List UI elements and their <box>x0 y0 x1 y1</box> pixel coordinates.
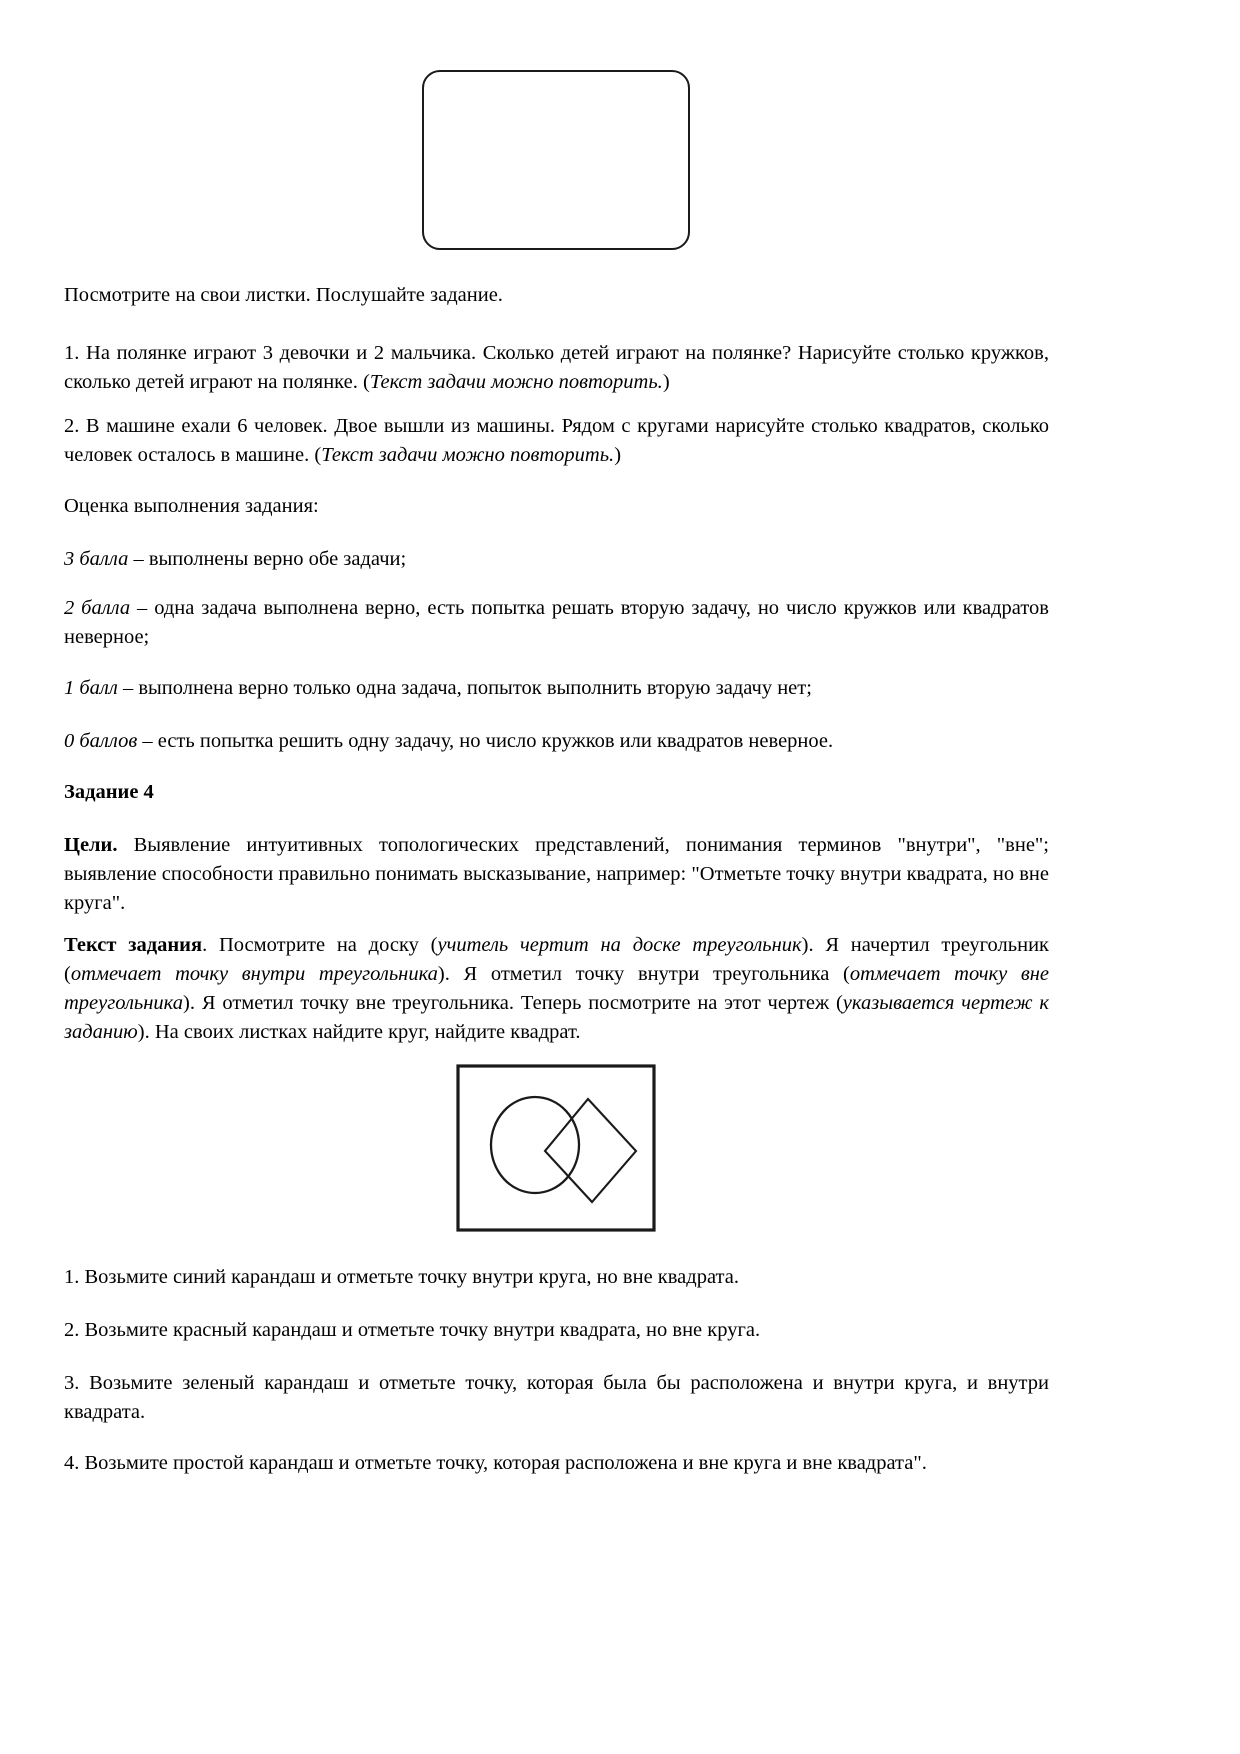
score-level-1-value: 1 балл <box>64 677 118 699</box>
score-level-1-block <box>64 674 1049 703</box>
score-level-3-description: – выполнены верно обе задачи; <box>128 548 407 570</box>
instruction-4-text: Возьмите простой карандаш и отметьте точку, которая расположена и вне круга и вне квадрата". <box>79 1452 927 1474</box>
score-level-0 <box>64 727 1049 756</box>
task-1-number: 1. <box>64 342 80 364</box>
task-4-text-seg3: ). Я отметил точку внутри треугольника ( <box>437 963 850 985</box>
score-level-1 <box>64 674 1049 703</box>
rounded-rectangle-shape <box>422 70 690 250</box>
geometry-diagram-svg <box>455 1063 657 1233</box>
task-4-heading-block <box>64 778 1049 807</box>
task-4-text-italic-4: указывается чертеж к заданию <box>64 992 1049 1043</box>
task-1-text-after: ) <box>662 371 670 393</box>
task-2-text-after: ) <box>614 444 622 466</box>
instruction-2-number: 2. <box>64 1319 80 1341</box>
task-4-text-seg2: ). Я начертил треугольник ( <box>64 934 1049 985</box>
task-4-text-italic-3: отмечает точку вне треугольника <box>64 963 1049 1014</box>
score-level-2 <box>64 594 1049 652</box>
task-4-text-seg5: ). На своих листках найдите круг, найдите квадрат. <box>137 1021 581 1043</box>
instruction-1-number: 1. <box>64 1266 80 1288</box>
task-4-text-label: Текст задания <box>64 934 203 956</box>
task-2-paragraph <box>64 412 1049 470</box>
score-level-1-description: – выполнена верно только одна задача, попыток выполнить вторую задачу нет; <box>117 677 812 699</box>
task-4-goals-label: Цели. <box>64 834 118 856</box>
task-2-block <box>64 412 1049 470</box>
instruction-4-block <box>64 1449 1049 1478</box>
instruction-3-number: 3. <box>64 1372 80 1394</box>
assessment-heading-block <box>64 492 1049 521</box>
instruction-1 <box>64 1263 1049 1292</box>
instruction-2-block <box>64 1316 1049 1345</box>
score-level-0-description: – есть попытка решить одну задачу, но число кружков или квадратов неверное. <box>137 730 834 752</box>
intro-block <box>64 281 1049 310</box>
geometry-diagram-figure <box>455 1063 657 1233</box>
score-level-2-value: 2 балла <box>64 597 131 619</box>
assessment-heading: Оценка выполнения задания: <box>64 495 319 517</box>
task-1-text: На полянке играют 3 девочки и 2 мальчика. Сколько детей играют на полянке? Нарисуйте столько кружков, сколько детей играют на полянке. ( <box>64 342 1049 393</box>
task-1-note: Текст задачи можно повторить. <box>369 371 663 393</box>
instruction-1-text: Возьмите синий карандаш и отметьте точку внутри круга, но вне квадрата. <box>79 1266 739 1288</box>
task-4-text-block <box>64 931 1049 1047</box>
instruction-2 <box>64 1316 1049 1345</box>
task-4-heading: Задание 4 <box>64 781 154 803</box>
score-level-3 <box>64 545 1049 574</box>
instruction-3 <box>64 1369 1049 1427</box>
score-level-0-value: 0 баллов <box>64 730 138 752</box>
task-2-text: В машине ехали 6 человек. Двое вышли из машины. Рядом с кругами нарисуйте столько квадратов, сколько человек осталось в машине. ( <box>64 415 1049 466</box>
instruction-3-block <box>64 1369 1049 1427</box>
square-shape <box>458 1066 654 1230</box>
task-1-paragraph <box>64 339 1049 397</box>
task-4-goals-text: Выявление интуитивных топологических представлений, понимания терминов "внутри", "вне"; выявление способности правильно понимать высказывание, например: "Отметьте точку внутри квадрата, но вне круга". <box>64 834 1049 914</box>
task-1-block <box>64 339 1049 397</box>
instruction-1-block <box>64 1263 1049 1292</box>
score-level-2-block <box>64 594 1049 652</box>
task-2-number: 2. <box>64 415 80 437</box>
task-4-goals-paragraph <box>64 831 1049 918</box>
task-4-text-seg4: ). Я отметил точку вне треугольника. Теперь посмотрите на этот чертеж ( <box>183 992 843 1014</box>
task-4-text-italic-2: отмечает точку внутри треугольника <box>70 963 438 985</box>
score-level-3-block <box>64 545 1049 574</box>
task-2-note: Текст задачи можно повторить. <box>321 444 615 466</box>
instruction-3-text: Возьмите зеленый карандаш и отметьте точку, которая была бы расположена и внутри круга, и внутри квадрата. <box>64 1372 1049 1423</box>
score-level-2-description: – одна задача выполнена верно, есть попытка решать вторую задачу, но число кружков или квадратов неверное; <box>64 597 1049 648</box>
task-4-text-seg1: . Посмотрите на доску ( <box>202 934 438 956</box>
instruction-4-number: 4. <box>64 1452 80 1474</box>
score-level-3-value: 3 балла <box>64 548 129 570</box>
task-4-text-paragraph <box>64 931 1049 1047</box>
task-4-text-italic-1: учитель чертит на доске треугольник <box>437 934 802 956</box>
task-4-goals-block <box>64 831 1049 918</box>
intro-listen-text: Посмотрите на свои листки. Послушайте задание. <box>64 284 503 306</box>
score-level-0-block <box>64 727 1049 756</box>
instruction-4 <box>64 1449 1049 1478</box>
answer-box-figure <box>422 70 690 250</box>
instruction-2-text: Возьмите красный карандаш и отметьте точку внутри квадрата, но вне круга. <box>79 1319 761 1341</box>
